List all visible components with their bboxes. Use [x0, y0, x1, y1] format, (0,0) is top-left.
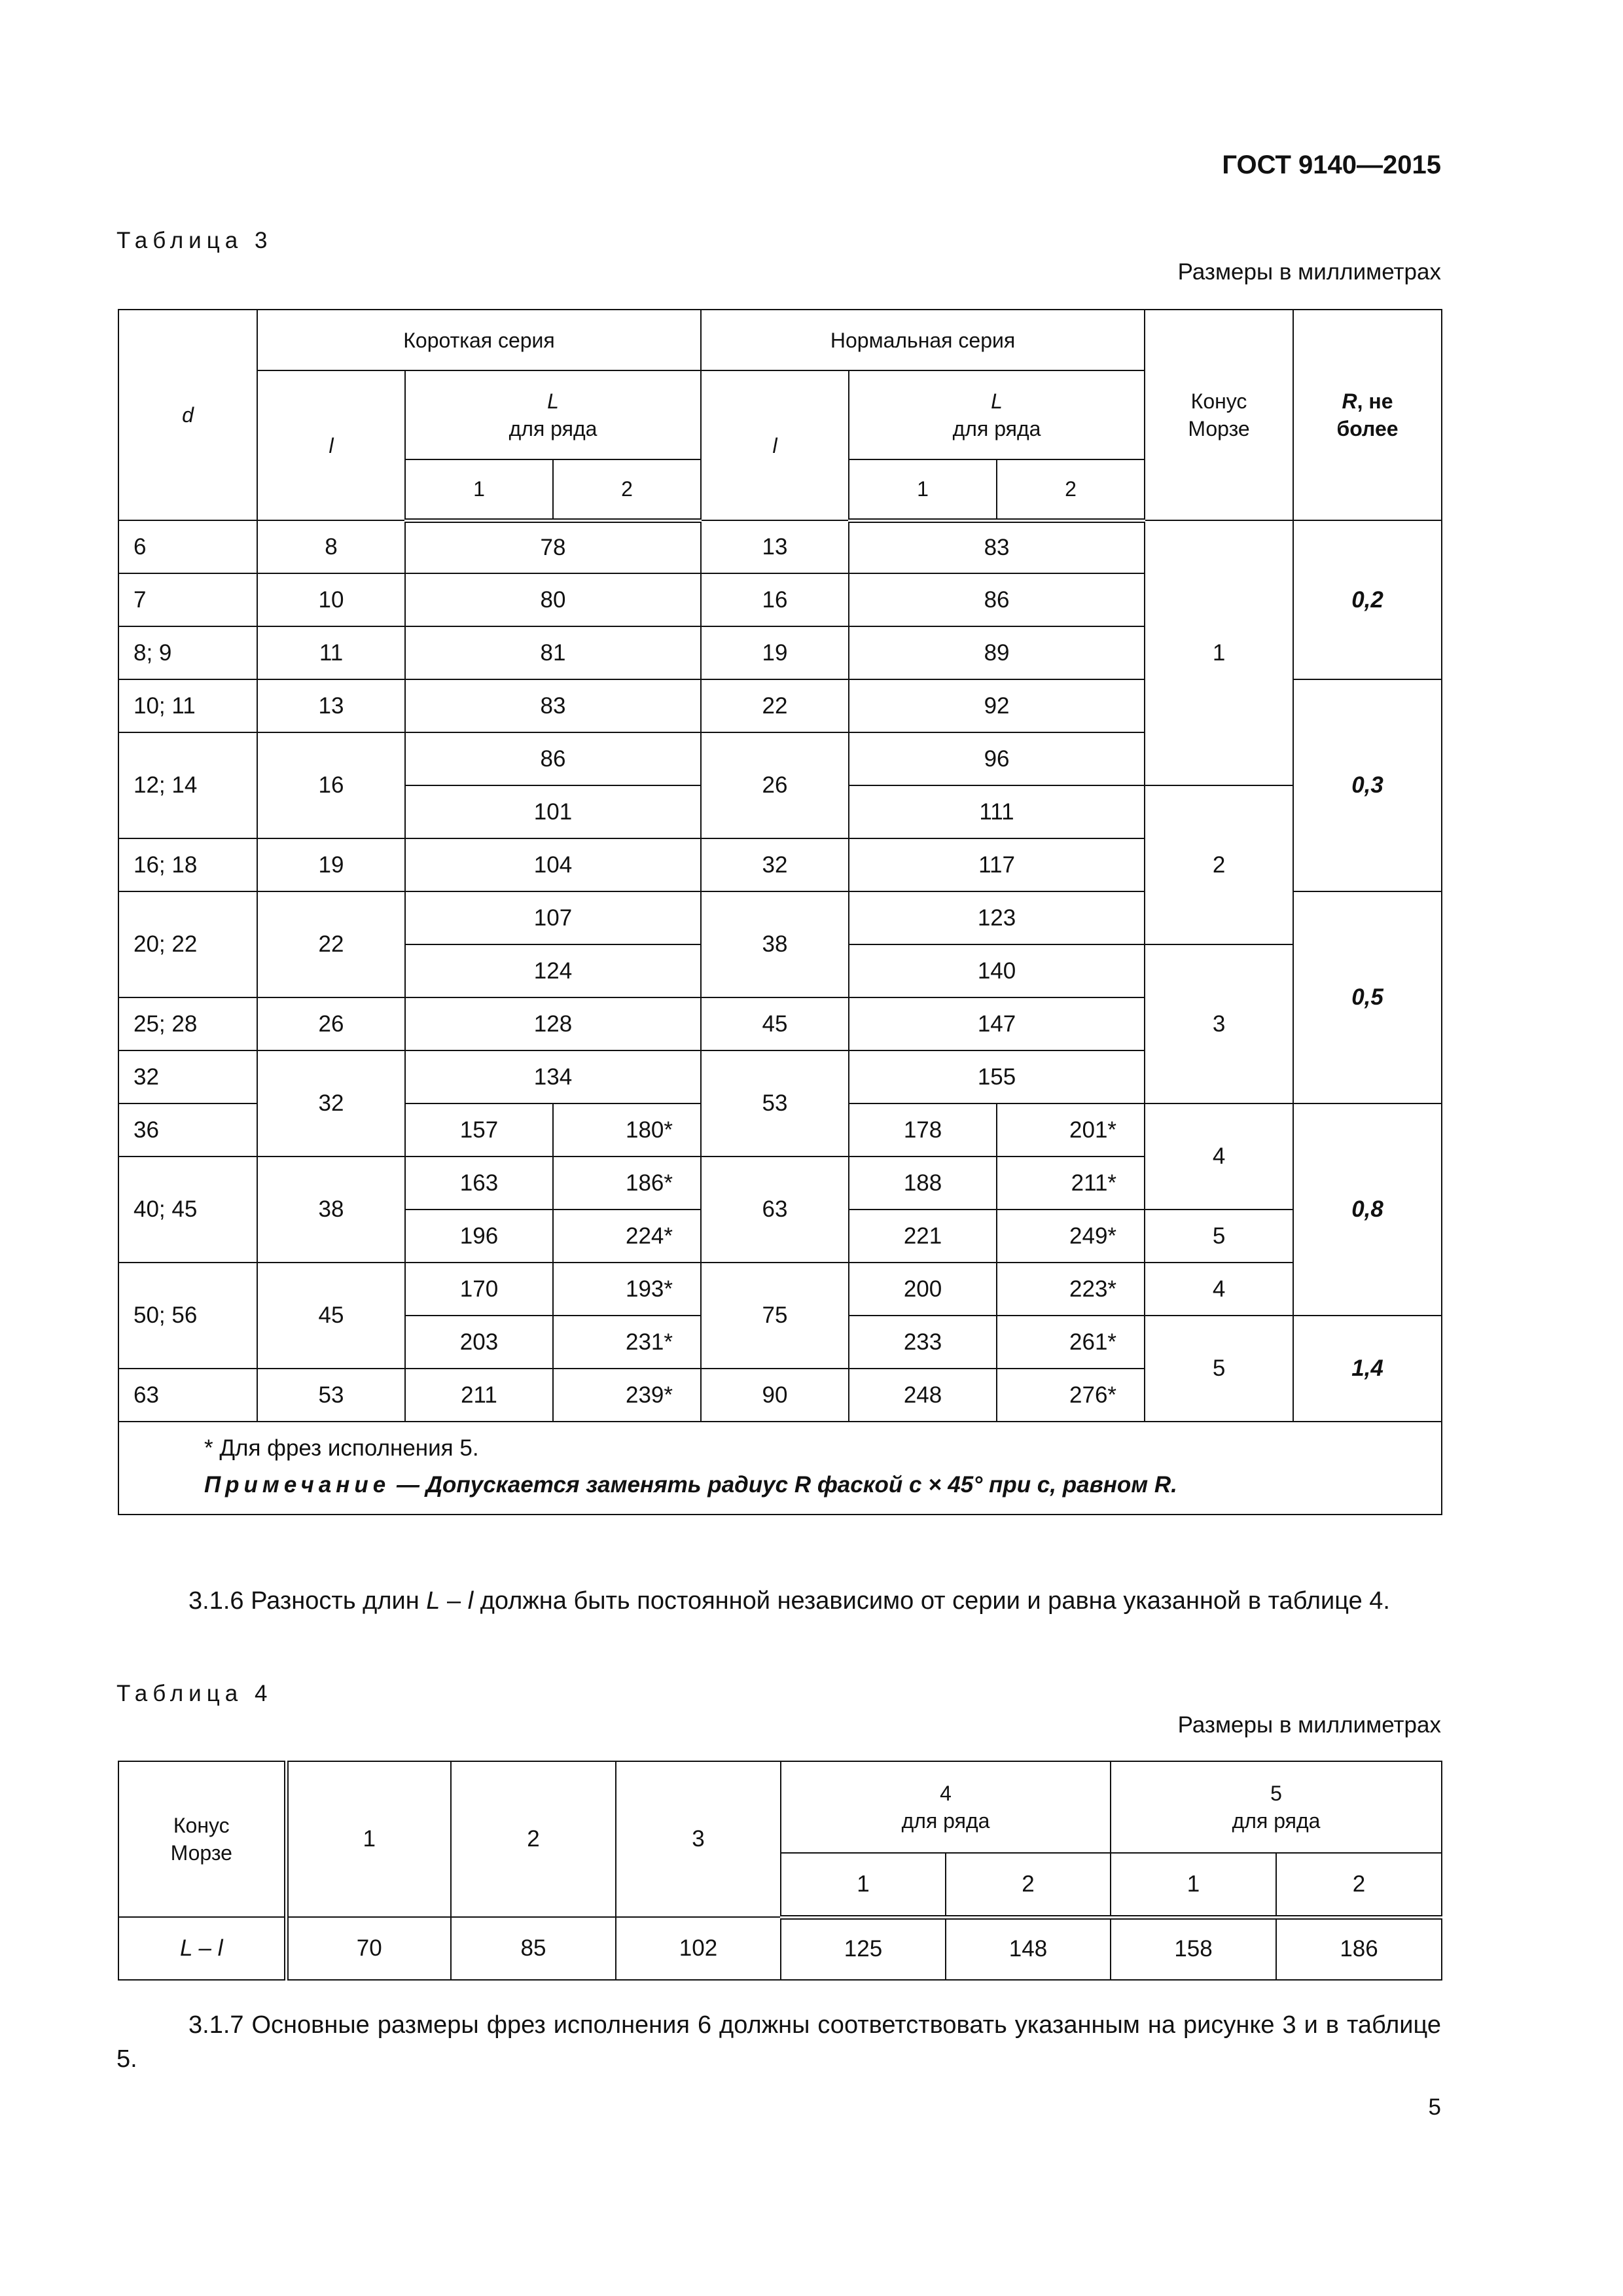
header-row-2: 2 [946, 1853, 1111, 1917]
header-normal-series: Нормальная серия [701, 310, 1145, 370]
cell-L-short-2: 180* [553, 1103, 701, 1157]
cell-d: 16; 18 [118, 838, 257, 891]
cell-value: 186 [1276, 1917, 1442, 1980]
cell-value: 125 [781, 1917, 946, 1980]
header-row-2: 2 [1276, 1853, 1442, 1917]
header-morse: Конус Морзе [1145, 310, 1293, 520]
cell-l-normal: 22 [701, 679, 849, 732]
cell-L-normal-2: 201* [997, 1103, 1145, 1157]
cell-L-normal-2: 211* [997, 1157, 1145, 1210]
cell-morse: 5 [1145, 1316, 1293, 1422]
cell-L-short: 80 [405, 573, 701, 626]
cell-L-normal-2: 223* [997, 1263, 1145, 1316]
cell-L-short-2: 239* [553, 1369, 701, 1422]
cell-d: 20; 22 [118, 891, 257, 997]
table-row [118, 1263, 1442, 1316]
cell-L-normal-2: 276* [997, 1369, 1145, 1422]
header-cone-2: 2 [451, 1761, 616, 1917]
cell-d: 8; 9 [118, 626, 257, 679]
cell-L-normal: 86 [849, 573, 1145, 626]
cell-L-normal-2: 249* [997, 1210, 1145, 1263]
header-short-series: Короткая серия [257, 310, 701, 370]
table3-units: Размеры в миллиметрах [1177, 259, 1441, 285]
cell-L-short-1: 157 [405, 1103, 553, 1157]
cell-l-normal: 38 [701, 891, 849, 997]
paragraph-3-1-6: 3.1.6 Разность длин L – l должна быть постоянной независимо от серии и равна указанной в таблице 4. [188, 1587, 1390, 1615]
cell-l-short: 22 [257, 891, 405, 997]
table-3 [118, 309, 1442, 1515]
cell-l-short: 45 [257, 1263, 405, 1369]
cell-L-short: 104 [405, 838, 701, 891]
cell-l-normal: 90 [701, 1369, 849, 1422]
cell-d: 25; 28 [118, 997, 257, 1050]
cell-d: 63 [118, 1369, 257, 1422]
header-cone-3: 3 [616, 1761, 781, 1917]
table-note: Примечание — Допускается заменять радиус R фаской с × 45° при с, равном R. [204, 1472, 1177, 1498]
header-l-short: l [257, 370, 405, 520]
table-4 [118, 1761, 1442, 1981]
header-row-2: 2 [997, 459, 1145, 520]
cell-l-short: 53 [257, 1369, 405, 1422]
cell-d: 7 [118, 573, 257, 626]
header-row-1: 1 [849, 459, 997, 520]
cell-L-normal-2: 261* [997, 1316, 1145, 1369]
cell-d: 6 [118, 520, 257, 573]
cell-l-normal: 26 [701, 732, 849, 838]
row-label: L – l [118, 1917, 286, 1980]
header-row-1: 1 [1111, 1853, 1276, 1917]
cell-L-short: 124 [405, 944, 701, 997]
table-row [118, 1917, 1442, 1980]
cell-L-short-1: 196 [405, 1210, 553, 1263]
cell-L-normal: 117 [849, 838, 1145, 891]
cell-L-normal: 89 [849, 626, 1145, 679]
cell-l-normal: 53 [701, 1050, 849, 1157]
header-L-short: L для ряда [405, 370, 701, 459]
cell-r: 0,3 [1293, 679, 1442, 891]
header-d: d [118, 310, 257, 520]
cell-value: 85 [451, 1917, 616, 1980]
cell-d: 12; 14 [118, 732, 257, 838]
table-footer-row [118, 1422, 1442, 1515]
cell-d: 10; 11 [118, 679, 257, 732]
cell-L-normal: 111 [849, 785, 1145, 838]
paragraph-3-1-7: 3.1.7 Основные размеры фрез исполнения 6 должны соответствовать указанным на рисунке 3 и в таблице 5. [116, 2011, 1441, 2073]
cell-L-short-2: 224* [553, 1210, 701, 1263]
table-footnote-cell [118, 1422, 1442, 1515]
header-row-1: 1 [781, 1853, 946, 1917]
cell-L-short: 128 [405, 997, 701, 1050]
cell-l-short: 19 [257, 838, 405, 891]
cell-L-normal: 92 [849, 679, 1145, 732]
cell-L-short-2: 193* [553, 1263, 701, 1316]
cell-L-normal: 147 [849, 997, 1145, 1050]
header-cone-4: 4 для ряда [781, 1761, 1111, 1853]
cell-L-normal-1: 248 [849, 1369, 997, 1422]
cell-l-normal: 16 [701, 573, 849, 626]
header-L-normal: L для ряда [849, 370, 1145, 459]
cell-l-normal: 45 [701, 997, 849, 1050]
table3-caption: Таблица 3 [116, 228, 273, 253]
cell-L-normal: 83 [849, 520, 1145, 573]
cell-L-normal: 140 [849, 944, 1145, 997]
header-cone-1: 1 [286, 1761, 451, 1917]
cell-morse: 4 [1145, 1103, 1293, 1210]
cell-L-short: 81 [405, 626, 701, 679]
cell-l-normal: 19 [701, 626, 849, 679]
header-row-2: 2 [553, 459, 701, 520]
cell-L-short-2: 231* [553, 1316, 701, 1369]
footnote: * Для фрез исполнения 5. [204, 1435, 479, 1461]
table-row [118, 520, 1442, 573]
cell-morse: 5 [1145, 1210, 1293, 1263]
cell-l-short: 26 [257, 997, 405, 1050]
cell-d: 50; 56 [118, 1263, 257, 1369]
cell-l-normal: 32 [701, 838, 849, 891]
header-r: R, не более [1293, 310, 1442, 520]
cell-l-short: 16 [257, 732, 405, 838]
header-morse: Конус Морзе [118, 1761, 286, 1917]
cell-value: 70 [286, 1917, 451, 1980]
cell-L-normal-1: 188 [849, 1157, 997, 1210]
cell-L-short: 134 [405, 1050, 701, 1103]
cell-L-short-1: 163 [405, 1157, 553, 1210]
cell-d: 36 [118, 1103, 257, 1157]
cell-l-short: 32 [257, 1050, 405, 1157]
cell-r: 0,5 [1293, 891, 1442, 1103]
cell-morse: 1 [1145, 520, 1293, 785]
cell-L-normal: 123 [849, 891, 1145, 944]
cell-r: 0,2 [1293, 520, 1442, 679]
cell-L-short: 107 [405, 891, 701, 944]
page-number: 5 [1428, 2094, 1441, 2120]
cell-L-normal-1: 178 [849, 1103, 997, 1157]
header-cone-5: 5 для ряда [1111, 1761, 1442, 1853]
cell-l-normal: 13 [701, 520, 849, 573]
table4-units: Размеры в миллиметрах [1177, 1712, 1441, 1738]
cell-L-normal-1: 233 [849, 1316, 997, 1369]
cell-morse: 3 [1145, 944, 1293, 1103]
cell-L-short: 78 [405, 520, 701, 573]
cell-l-short: 13 [257, 679, 405, 732]
cell-value: 102 [616, 1917, 781, 1980]
cell-value: 158 [1111, 1917, 1276, 1980]
cell-l-short: 10 [257, 573, 405, 626]
cell-L-normal: 96 [849, 732, 1145, 785]
header-row-1: 1 [405, 459, 553, 520]
cell-r: 0,8 [1293, 1103, 1442, 1316]
cell-L-short-1: 203 [405, 1316, 553, 1369]
cell-l-normal: 75 [701, 1263, 849, 1369]
cell-d: 32 [118, 1050, 257, 1103]
cell-L-short: 101 [405, 785, 701, 838]
cell-l-short: 8 [257, 520, 405, 573]
cell-L-short-1: 211 [405, 1369, 553, 1422]
table4-caption: Таблица 4 [116, 1681, 273, 1706]
cell-d: 40; 45 [118, 1157, 257, 1263]
cell-morse: 2 [1145, 785, 1293, 944]
cell-L-short: 86 [405, 732, 701, 785]
cell-l-short: 11 [257, 626, 405, 679]
cell-L-short-2: 186* [553, 1157, 701, 1210]
cell-L-normal: 155 [849, 1050, 1145, 1103]
header-l-normal: l [701, 370, 849, 520]
cell-L-short-1: 170 [405, 1263, 553, 1316]
cell-morse: 4 [1145, 1263, 1293, 1316]
document-code: ГОСТ 9140—2015 [1222, 151, 1441, 179]
cell-l-normal: 63 [701, 1157, 849, 1263]
cell-L-normal-1: 200 [849, 1263, 997, 1316]
cell-L-short: 83 [405, 679, 701, 732]
cell-L-normal-1: 221 [849, 1210, 997, 1263]
cell-l-short: 38 [257, 1157, 405, 1263]
cell-value: 148 [946, 1917, 1111, 1980]
cell-r: 1,4 [1293, 1316, 1442, 1422]
